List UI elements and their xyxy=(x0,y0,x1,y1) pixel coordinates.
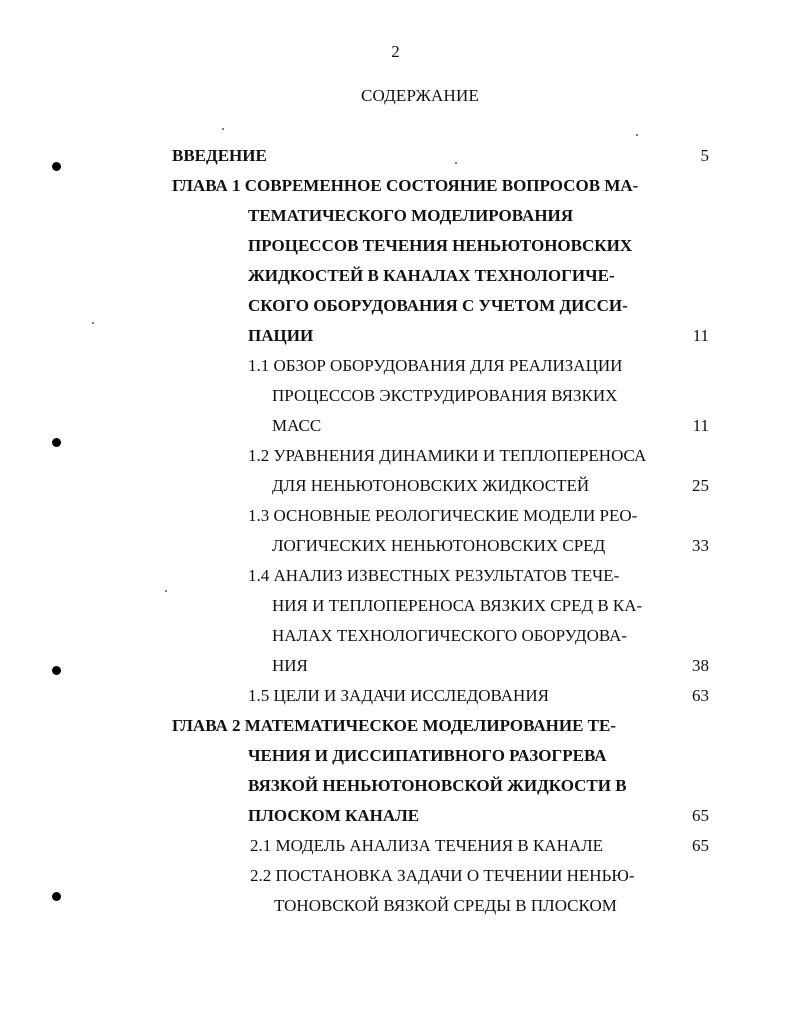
toc-section-1-3-line: 1.3 ОСНОВНЫЕ РЕОЛОГИЧЕСКИЕ МОДЕЛИ РЕО- xyxy=(248,506,638,525)
toc-section-1-1-line: МАСС xyxy=(272,416,322,435)
punch-hole-mark xyxy=(52,666,61,675)
toc-chapter-2-line: ВЯЗКОЙ НЕНЬЮТОНОВСКОЙ ЖИДКОСТИ В xyxy=(248,776,627,795)
toc-page-1-4: 38 xyxy=(692,656,709,675)
toc-page-1-1: 11 xyxy=(692,416,709,435)
scan-speck xyxy=(455,162,457,164)
toc-section-1-4-line: НАЛАХ ТЕХНОЛОГИЧЕСКОГО ОБОРУДОВА- xyxy=(272,626,628,645)
punch-hole-mark xyxy=(52,438,61,447)
toc-section-1-3-line: ЛОГИЧЕСКИХ НЕНЬЮТОНОВСКИХ СРЕД xyxy=(272,536,606,555)
punch-hole-mark xyxy=(52,162,61,171)
toc-page-1-2: 25 xyxy=(692,476,709,495)
punch-hole-mark xyxy=(52,892,61,901)
toc-chapter-1-line: ГЛАВА 1 СОВРЕМЕННОЕ СОСТОЯНИЕ ВОПРОСОВ МА- xyxy=(172,176,639,195)
toc-section-1-4-line: 1.4 АНАЛИЗ ИЗВЕСТНЫХ РЕЗУЛЬТАТОВ ТЕЧЕ- xyxy=(248,566,620,585)
scan-speck xyxy=(636,134,638,136)
toc-chapter-2-line: ЧЕНИЯ И ДИССИПАТИВНОГО РАЗОГРЕВА xyxy=(248,746,607,765)
toc-chapter-2-line: ПЛОСКОМ КАНАЛЕ xyxy=(248,806,420,825)
toc-section-2-2-line: ТОНОВСКОЙ ВЯЗКОЙ СРЕДЫ В ПЛОСКОМ xyxy=(274,896,617,915)
toc-page-intro: 5 xyxy=(700,146,709,165)
toc-section-1-5-line: 1.5 ЦЕЛИ И ЗАДАЧИ ИССЛЕДОВАНИЯ xyxy=(248,686,549,705)
toc-chapter-1-line: ТЕМАТИЧЕСКОГО МОДЕЛИРОВАНИЯ xyxy=(248,206,574,225)
toc-section-1-1-line: 1.1 ОБЗОР ОБОРУДОВАНИЯ ДЛЯ РЕАЛИЗАЦИИ xyxy=(248,356,623,375)
toc-section-2-2-line: 2.2 ПОСТАНОВКА ЗАДАЧИ О ТЕЧЕНИИ НЕНЬЮ- xyxy=(250,866,635,885)
scan-speck xyxy=(165,590,167,592)
toc-title: СОДЕРЖАНИЕ xyxy=(360,86,480,105)
toc-chapter-1-line: ПАЦИИ xyxy=(248,326,314,345)
toc-chapter-2-line: ГЛАВА 2 МАТЕМАТИЧЕСКОЕ МОДЕЛИРОВАНИЕ ТЕ- xyxy=(172,716,616,735)
toc-page-1-3: 33 xyxy=(692,536,709,555)
toc-entry-intro: ВВЕДЕНИЕ xyxy=(172,146,267,165)
toc-section-1-1-line: ПРОЦЕССОВ ЭКСТРУДИРОВАНИЯ ВЯЗКИХ xyxy=(272,386,618,405)
toc-page-chapter-1: 11 xyxy=(692,326,709,345)
toc-section-2-1-line: 2.1 МОДЕЛЬ АНАЛИЗА ТЕЧЕНИЯ В КАНАЛЕ xyxy=(250,836,604,855)
toc-section-1-2-line: ДЛЯ НЕНЬЮТОНОВСКИХ ЖИДКОСТЕЙ xyxy=(272,476,590,495)
toc-chapter-1-line: ПРОЦЕССОВ ТЕЧЕНИЯ НЕНЬЮТОНОВСКИХ xyxy=(248,236,633,255)
toc-page-2-1: 65 xyxy=(692,836,709,855)
toc-section-1-4-line: НИЯ И ТЕПЛОПЕРЕНОСА ВЯЗКИХ СРЕД В КА- xyxy=(272,596,643,615)
toc-section-1-2-line: 1.2 УРАВНЕНИЯ ДИНАМИКИ И ТЕПЛОПЕРЕНОСА xyxy=(248,446,647,465)
scan-speck xyxy=(92,322,94,324)
toc-section-1-4-line: НИЯ xyxy=(272,656,308,675)
page-number: 2 xyxy=(391,42,400,61)
toc-page-1-5: 63 xyxy=(692,686,709,705)
scan-speck xyxy=(222,128,224,130)
toc-chapter-1-line: ЖИДКОСТЕЙ В КАНАЛАХ ТЕХНОЛОГИЧЕ- xyxy=(248,266,615,285)
toc-chapter-1-line: СКОГО ОБОРУДОВАНИЯ С УЧЕТОМ ДИССИ- xyxy=(248,296,628,315)
toc-page-chapter-2: 65 xyxy=(692,806,709,825)
